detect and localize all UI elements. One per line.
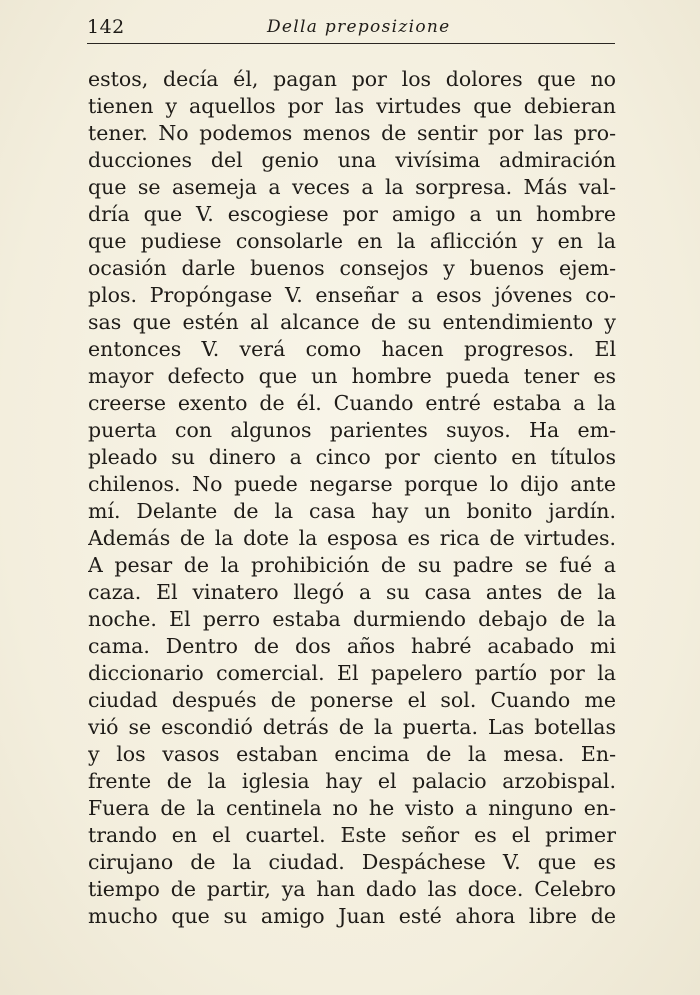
text-line: ducciones del genio una vivísima admiración <box>88 148 616 172</box>
text-line: que pudiese consolarle en la aflicción y en la <box>88 229 616 253</box>
running-title: Della preposizione <box>267 17 451 37</box>
text-line: vió se escondió detrás de la puerta. Las botellas <box>88 715 616 739</box>
text-line: entonces V. verá como hacen progresos. El <box>88 337 616 361</box>
text-line: sas que estén al alcance de su entendimiento y <box>88 310 616 334</box>
text-line: puerta con algunos parientes suyos. Ha em- <box>88 418 616 442</box>
text-line: chilenos. No puede negarse porque lo dijo ante <box>88 472 616 496</box>
text-line: ciudad después de ponerse el sol. Cuando me <box>88 688 616 712</box>
running-head <box>87 12 615 42</box>
text-line: que se asemeja a veces a la sorpresa. Más val- <box>88 175 616 199</box>
text-line: y los vasos estaban encima de la mesa. En- <box>88 742 616 766</box>
text-line: cama. Dentro de dos años habré acabado mi <box>88 634 616 658</box>
text-line: creerse exento de él. Cuando entré estaba a la <box>88 391 616 415</box>
text-line: ocasión darle buenos consejos y buenos ejem- <box>88 256 616 280</box>
text-line: frente de la iglesia hay el palacio arzobispal. <box>88 769 616 793</box>
text-line: noche. El perro estaba durmiendo debajo de la <box>88 607 616 631</box>
text-line: tener. No podemos menos de sentir por las pro- <box>88 121 616 145</box>
text-line: Fuera de la centinela no he visto a ninguno en- <box>88 796 616 820</box>
text-line: dría que V. escogiese por amigo a un hombre <box>88 202 616 226</box>
page-number: 142 <box>87 16 125 38</box>
text-line: mucho que su amigo Juan esté ahora libre de <box>88 904 616 928</box>
text-line: mayor defecto que un hombre pueda tener es <box>88 364 616 388</box>
text-line: Además de la dote la esposa es rica de virtudes. <box>88 526 616 550</box>
text-line: cirujano de la ciudad. Despáchese V. que es <box>88 850 616 874</box>
header-rule <box>87 43 615 44</box>
text-line: A pesar de la prohibición de su padre se fué a <box>88 553 616 577</box>
text-line: mí. Delante de la casa hay un bonito jardín. <box>88 499 616 523</box>
text-line: trando en el cuartel. Este señor es el primer <box>88 823 616 847</box>
text-line: tienen y aquellos por las virtudes que debieran <box>88 94 616 118</box>
text-line: tiempo de partir, ya han dado las doce. Celebro <box>88 877 616 901</box>
text-line: caza. El vinatero llegó a su casa antes de la <box>88 580 616 604</box>
text-line: pleado su dinero a cinco por ciento en títulos <box>88 445 616 469</box>
text-line: estos, decía él, pagan por los dolores que no <box>88 67 616 91</box>
body-text <box>88 66 616 930</box>
text-line: diccionario comercial. El papelero partío por la <box>88 661 616 685</box>
text-line: plos. Propóngase V. enseñar a esos jóvenes co- <box>88 283 616 307</box>
